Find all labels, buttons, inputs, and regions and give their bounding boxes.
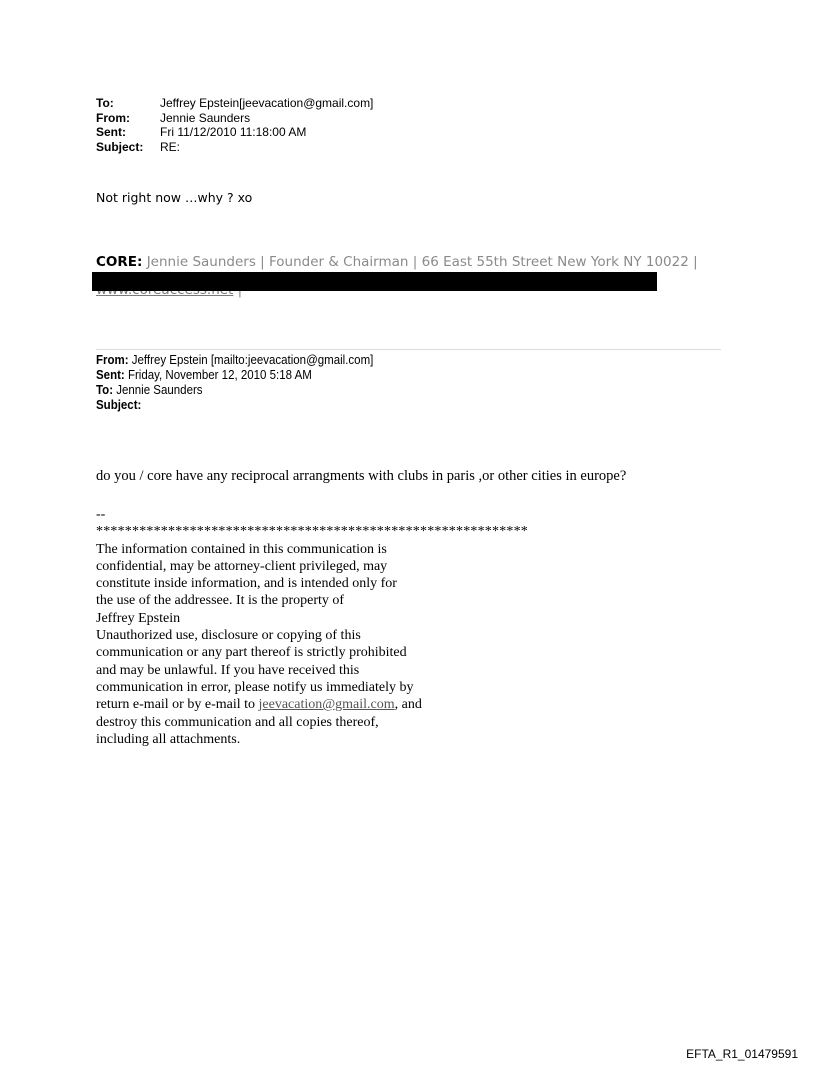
disclaimer-line: constitute inside information, and is intended only for <box>96 576 397 592</box>
disclaimer-dashes: -- <box>96 507 106 522</box>
signature-details: Jennie Saunders | Founder & Chairman | 66 East 55th Street New York NY 10022 | <box>142 254 698 270</box>
header-sent-row <box>96 125 373 140</box>
disclaimer-line: The information contained in this communication is <box>96 541 387 557</box>
to-value: Jeffrey Epstein[jeevacation@gmail.com] <box>160 96 374 110</box>
signature-line-1 <box>96 254 736 270</box>
forwarded-header <box>96 353 373 413</box>
disclaimer-return-prefix: return e-mail or by e-mail to <box>96 697 259 713</box>
from-value: Jennie Saunders <box>160 110 251 125</box>
fwd-to-value: Jennie Saunders <box>113 383 203 397</box>
disclaimer-line: confidential, may be attorney-client privileged, may <box>96 558 388 574</box>
reply-text: Not right now …why ? xo <box>96 190 253 205</box>
fwd-sent-label: Sent: <box>96 368 125 382</box>
fwd-from-row <box>96 353 373 368</box>
fwd-sent-value: Friday, November 12, 2010 5:18 AM <box>124 368 312 382</box>
fwd-subject-row <box>96 398 373 413</box>
sent-value: Fri 11/12/2010 11:18:00 AM <box>160 125 307 139</box>
email-header <box>96 96 373 154</box>
fwd-sent-row <box>96 368 373 383</box>
disclaimer-line: Unauthorized use, disclosure or copying of this <box>96 628 361 644</box>
fwd-from-label: From: <box>96 353 129 367</box>
disclaimer-line: communication or any part thereof is strictly prohibited <box>96 645 407 661</box>
disclaimer-line: and may be unlawful. If you have received this <box>96 662 360 678</box>
disclaimer-email-link[interactable]: jeevacation@gmail.com <box>258 697 395 713</box>
quoted-separator <box>96 349 721 350</box>
disclaimer-line: communication in error, please notify us immediately by <box>96 679 414 695</box>
signature-brand: CORE: <box>96 254 143 270</box>
disclaimer-line: the use of the addressee. It is the property of <box>96 593 345 609</box>
fwd-from-value: Jeffrey Epstein [mailto:jeevacation@gmail.com] <box>128 353 374 367</box>
fwd-subject-label: Subject: <box>96 398 142 412</box>
disclaimer-block <box>96 506 528 748</box>
subject-value: RE: <box>160 139 181 154</box>
disclaimer-return-suffix: , and <box>394 697 422 713</box>
sent-label: Sent: <box>96 125 126 139</box>
disclaimer-line: Jeffrey Epstein <box>96 610 181 626</box>
disclaimer-line: including all attachments. <box>96 731 241 747</box>
redaction-bar <box>92 272 657 291</box>
header-to-row <box>96 96 373 111</box>
document-id-footer: EFTA_R1_01479591 <box>686 1047 798 1061</box>
disclaimer-stars: ************************************************************ <box>96 524 528 540</box>
header-subject-row <box>96 140 373 155</box>
fwd-to-row <box>96 383 373 398</box>
to-label: To: <box>96 96 114 110</box>
disclaimer-return-line <box>96 696 528 713</box>
subject-label: Subject: <box>96 139 144 154</box>
from-label: From: <box>96 110 130 125</box>
disclaimer-line: destroy this communication and all copies thereof, <box>96 714 379 730</box>
header-from-row <box>96 111 373 126</box>
message-body: do you / core have any reciprocal arrangments with clubs in paris ,or other cities in europe? <box>96 468 627 484</box>
fwd-to-label: To: <box>96 383 114 397</box>
